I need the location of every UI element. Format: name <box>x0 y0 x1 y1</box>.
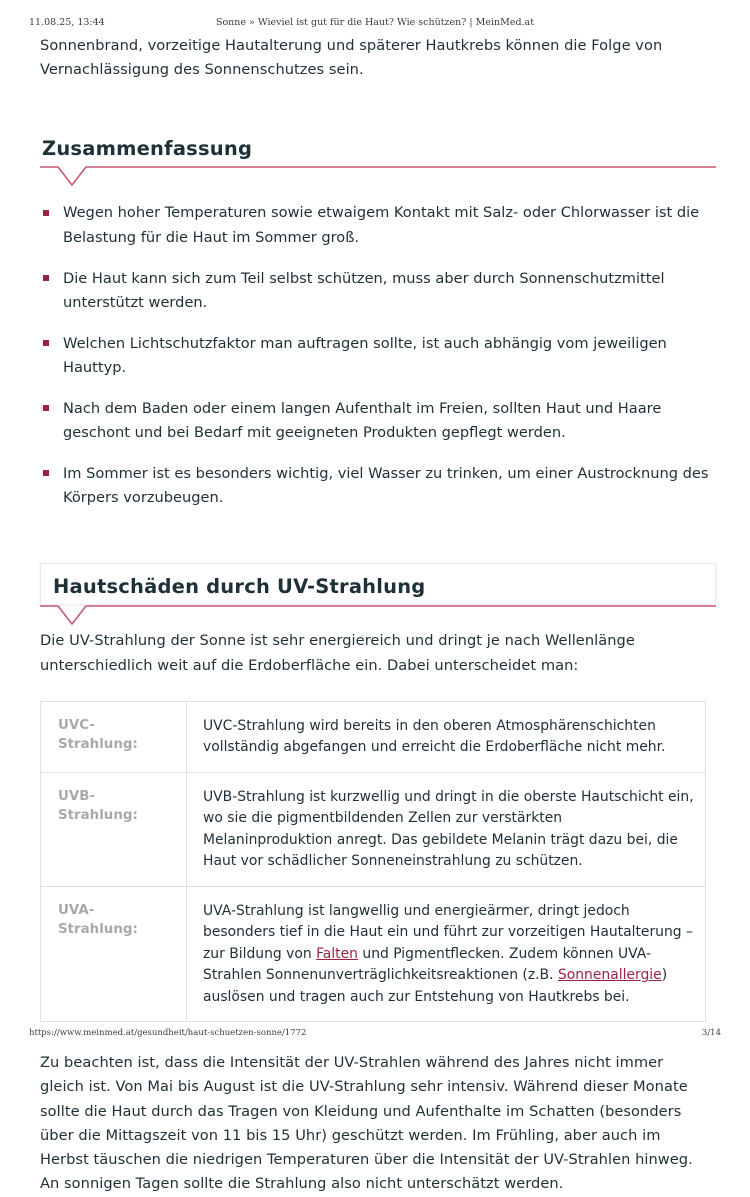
uv-radiation-table <box>40 701 706 1023</box>
summary-section <box>40 137 716 510</box>
list-item <box>40 397 716 446</box>
uv-closing-paragraph: Zu beachten ist, dass die Intensität der UV-Strahlen während des Jahres nicht immer gleich ist. Von Mai bis August ist die UV-Strahlung sehr intensiv. Während dieser Monate sollte die Haut durch das Tragen von Kleidung und Aufenthalte im Schatten (besonders über die Mittagszeit von 11 bis 15 Uhr) geschützt werden. Im Frühling, aber auch im Herbst täuschen die niedrigen Temperaturen über die Intensität der UV-Strahlen hinweg. An sonnigen Tagen sollte die Strahlung also nicht unterschätzt werden. <box>40 1054 693 1193</box>
table-row <box>41 701 706 772</box>
list-item <box>40 267 716 316</box>
table-cell-description: UVC-Strahlung wird bereits in den oberen Atmosphärenschichten vollständig abgefangen und erreicht die Erdoberfläche nicht mehr. <box>187 701 706 772</box>
table-row <box>41 772 706 886</box>
list-item-text: Wegen hoher Temperaturen sowie etwaigem Kontakt mit Salz- oder Chlorwasser ist die Belastung für die Haut im Sommer groß. <box>63 204 700 246</box>
table-cell-description <box>187 886 706 1022</box>
uv-lead-paragraph: Die UV-Strahlung der Sonne ist sehr energiereich und dringt je nach Wellenlänge unterschiedlich weit auf die Erdoberfläche ein. Dabei unterscheidet man: <box>40 632 635 674</box>
bullet-square-icon <box>43 275 49 281</box>
list-item <box>40 332 716 381</box>
list-item <box>40 462 716 511</box>
uv-heading: Hautschäden durch UV-Strahlung <box>53 575 426 599</box>
uv-heading-card <box>40 563 716 604</box>
print-header-date: 11.08.25, 13:44 <box>29 17 105 28</box>
notched-rule-icon <box>40 165 716 187</box>
summary-bullet-list <box>40 201 716 510</box>
print-header-title: Sonne » Wieviel ist gut für die Haut? Wie schützen? | MeinMed.at <box>215 17 535 28</box>
notched-rule-icon <box>40 604 716 626</box>
table-row <box>41 886 706 1022</box>
summary-heading: Zusammenfassung <box>42 137 253 161</box>
list-item <box>40 201 716 250</box>
print-footer-page-number: 3/14 <box>701 1028 721 1038</box>
list-item-text: Im Sommer ist es besonders wichtig, viel Wasser zu trinken, um einer Austrocknung des Körpers vorzubeugen. <box>63 464 709 507</box>
intro-paragraph: Sonnenbrand, vorzeitige Hautalterung und späterer Hautkrebs können die Folge von Vernachlässigung des Sonnenschutzes sein. <box>40 37 663 79</box>
summary-heading-rule <box>40 165 716 187</box>
bullet-square-icon <box>43 210 49 216</box>
uv-section <box>40 563 716 1196</box>
link-sonnenallergie[interactable]: Sonnenallergie <box>557 967 662 984</box>
uva-text-part3: ) auslösen und tragen auch zur Entstehung von Hautkrebs bei. <box>203 967 668 1005</box>
print-header <box>0 17 750 31</box>
table-cell-description: UVB-Strahlung ist kurzwellig und dringt in die oberste Hautschicht ein, wo sie die pigmentbildenden Zellen zur verstärkten Melaninproduktion anregt. Das gebildete Melanin trägt dazu bei, die Haut vor schädlicher Sonneneinstrahlung zu schützen. <box>187 772 706 886</box>
list-item-text: Nach dem Baden oder einem langen Aufenthalt im Freien, sollten Haut und Haare geschont und bei Bedarf mit geeigneten Produkten gepflegt werden. <box>63 399 662 441</box>
table-cell-label: UVA-Strahlung: <box>41 886 187 1022</box>
article-content <box>40 34 716 1197</box>
print-footer-url: https://www.meinmed.at/gesundheit/haut-schuetzen-sonne/1772 <box>29 1028 307 1038</box>
print-footer <box>0 1028 750 1042</box>
bullet-square-icon <box>43 405 49 411</box>
list-item-text: Die Haut kann sich zum Teil selbst schützen, muss aber durch Sonnenschutzmittel unterstützt werden. <box>63 269 665 311</box>
table-cell-label: UVB-Strahlung: <box>41 772 187 886</box>
bullet-square-icon <box>43 470 49 476</box>
uva-text-part1: UVA-Strahlung ist langwellig und energieärmer, dringt jedoch besonders tief in die Haut ein und führt zur vorzeitigen Hautalterung – zur Bildung von <box>203 902 693 962</box>
uva-text-part2: und Pigmentflecken. Zudem können UVA-Strahlen Sonnenunverträglichkeitsreaktionen (z.B. <box>203 945 651 984</box>
bullet-square-icon <box>43 340 49 346</box>
list-item-text: Welchen Lichtschutzfaktor man auftragen sollte, ist auch abhängig vom jeweiligen Hauttyp. <box>63 334 667 376</box>
table-cell-label: UVC-Strahlung: <box>41 701 187 772</box>
uv-heading-rule <box>40 604 716 626</box>
link-falten[interactable]: Falten <box>316 945 358 962</box>
